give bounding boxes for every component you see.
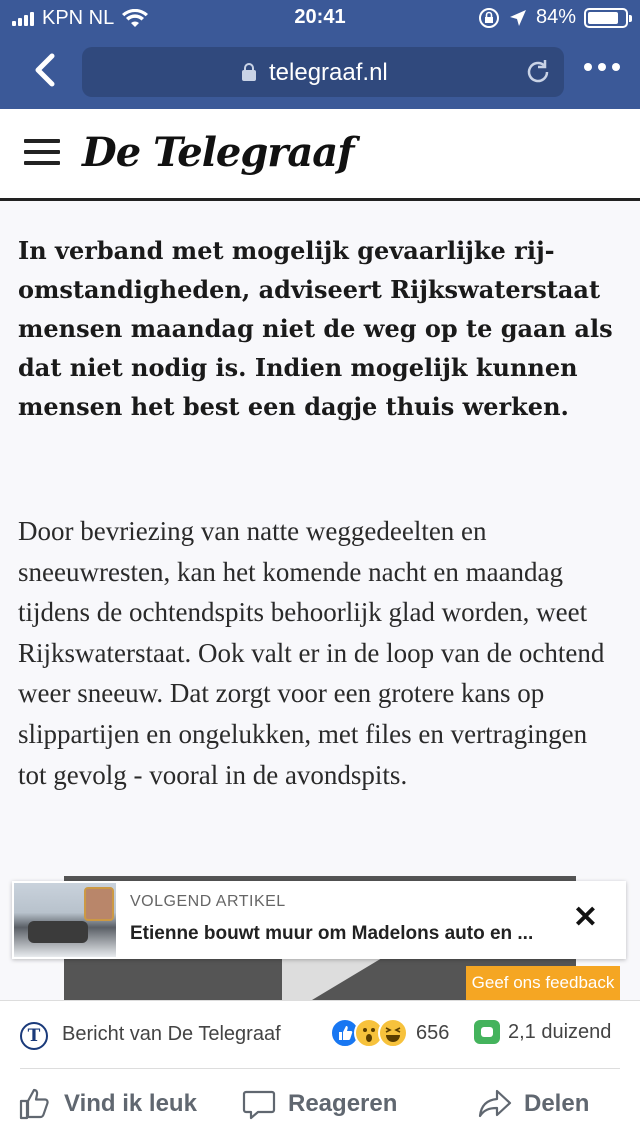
site-header: [0, 109, 640, 201]
site-logo[interactable]: De Telegraaf: [82, 129, 354, 176]
like-label: Vind ik leuk: [64, 1090, 197, 1117]
haha-reaction-icon: [378, 1018, 408, 1048]
battery-percent: 84%: [535, 6, 576, 28]
thumbnail-face: [84, 887, 114, 921]
status-bar: [0, 0, 640, 36]
comment-icon: [242, 1087, 276, 1121]
reactions-count: 656: [416, 1021, 450, 1044]
share-label: Delen: [524, 1090, 590, 1117]
next-article-thumbnail: [14, 883, 116, 957]
status-right: [478, 6, 628, 29]
next-article-card[interactable]: [12, 881, 626, 959]
post-source[interactable]: Bericht van De Telegraaf: [62, 1023, 281, 1045]
article-paragraph: Door bevriezing van natte weggedeelten en sneeuwresten, kan het komende nacht en maandag tijdens de ochtendspits behoorlijk glad worden, weet Rijkswaterstaat. Ook valt er in de loop van de ochtend weer sneeuw. Dat zorgt voor een grotere kans op slippartijen en ongelukken, met files en vertragingen tot gevolg - vooral in de avondspits.: [18, 516, 605, 790]
comment-button[interactable]: [242, 1087, 397, 1121]
facebook-actions: [0, 1081, 640, 1127]
url-text: telegraaf.nl: [269, 59, 388, 86]
battery-icon: [584, 8, 628, 28]
comments-count: 2,1 duizend: [508, 1020, 612, 1043]
image-shape: [282, 958, 382, 1001]
next-article-label: VOLGEND ARTIKEL: [130, 893, 286, 910]
browser-chrome: [0, 0, 640, 109]
comment-label: Reageren: [288, 1090, 398, 1117]
share-button[interactable]: [478, 1087, 589, 1121]
reactions-summary[interactable]: [336, 1018, 449, 1048]
status-time: 20:41: [294, 6, 346, 28]
share-arrow-icon: [478, 1087, 512, 1121]
reload-icon[interactable]: [524, 58, 552, 86]
divider: [20, 1068, 620, 1069]
battery-fill: [588, 12, 618, 24]
lock-icon: [241, 63, 257, 81]
orientation-lock-icon: [478, 7, 500, 29]
comments-summary[interactable]: [474, 1020, 611, 1044]
menu-icon[interactable]: [24, 139, 60, 169]
carrier-name: KPN NL: [42, 7, 115, 29]
next-article-title[interactable]: Etienne bouwt muur om Madelons auto en ...: [130, 923, 534, 944]
facebook-share-bar: [0, 1000, 640, 1136]
telegraaf-logo-icon: T: [20, 1022, 48, 1050]
article-lead: In verband met mogelijk gevaarlijke rij-omstandigheden, adviseert Rijkswaterstaat mensen maandag niet de weg op te gaan als dat niet nodig is. Indien mogelijk kunnen mensen het best een dagje thuis werken.: [18, 236, 613, 421]
more-options-icon[interactable]: [584, 63, 620, 71]
thumbnail-car: [28, 921, 88, 943]
comment-bubble-icon: [474, 1020, 500, 1044]
back-arrow-icon[interactable]: [30, 52, 60, 88]
url-bar[interactable]: [82, 47, 564, 97]
like-button[interactable]: [18, 1087, 197, 1121]
location-icon: [508, 8, 528, 28]
close-icon[interactable]: ✕: [572, 901, 598, 934]
feedback-button[interactable]: Geef ons feedback: [466, 966, 620, 1000]
thumbs-up-icon: [18, 1087, 52, 1121]
